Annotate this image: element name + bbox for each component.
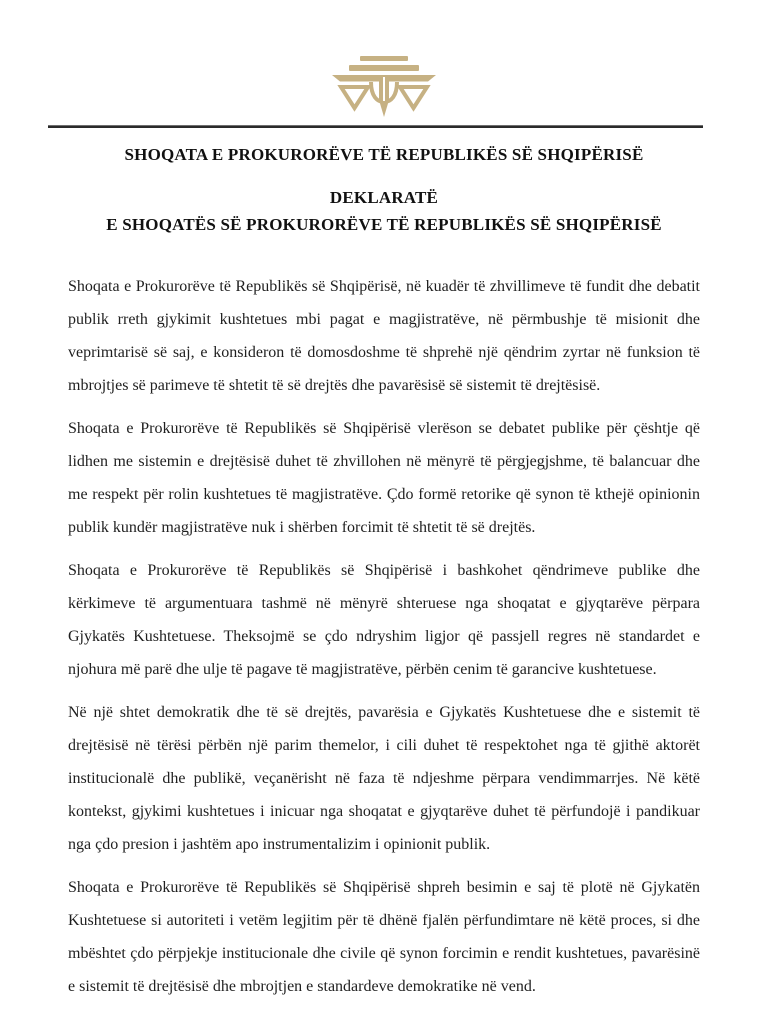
logo-container xyxy=(0,56,768,118)
declaration-body xyxy=(0,270,768,1003)
document-subtitle: E SHOQATËS SË PROKURORËVE TË REPUBLIKËS SË SHQIPËRISË xyxy=(106,215,662,234)
title-block xyxy=(0,143,768,236)
organization-title: SHOQATA E PROKURORËVE TË REPUBLIKËS SË SHQIPËRISË xyxy=(124,145,644,164)
header-divider xyxy=(48,125,703,128)
scales-of-justice-icon xyxy=(332,56,436,118)
document-type-title: DEKLARATË xyxy=(329,188,439,207)
paragraph-2: Shoqata e Prokurorëve të Republikës së Shqipërisë vlerëson se debatet publike për çështje që lidhen me sistemin e drejtësisë duhet të zhvillohen në mënyrë të përgjegjshme, të balancuar dhe me respekt për rolin kushtetues të magjistratëve. Çdo formë retorike që synon të kthejë opinionin publik kundër magjistratëve nuk i shërben forcimit të shtetit të së drejtës. xyxy=(68,420,700,536)
paragraph-5: Shoqata e Prokurorëve të Republikës së Shqipërisë shpreh besimin e saj të plotë në Gjykatën Kushtetuese si autoriteti i vetëm legjitim për të dhënë fjalën përfundimtare në këtë proces, si dhe mbështet çdo përpjekje institucionale dhe civile që synon forcimin e rendit kushtetues, pavarësinë e sistemit të drejtësisë dhe mbrojtjen e standardeve demokratike në vend. xyxy=(68,879,700,995)
paragraph-4: Në një shtet demokratik dhe të së drejtës, pavarësia e Gjykatës Kushtetuese dhe e sistemit të drejtësisë në tërësi përbën një parim themelor, i cili duhet të respektohet nga të gjithë aktorët institucionalë dhe publikë, veçanërisht në faza të ndjeshme përpara vendimmarrjes. Në këtë kontekst, gjykimi kushtetues i inicuar nga shoqatat e gjyqtarëve duhet të përfundojë i pandikuar nga çdo presion i jashtëm apo instrumentalizim i opinionit publik. xyxy=(68,704,700,853)
paragraph-3: Shoqata e Prokurorëve të Republikës së Shqipërisë i bashkohet qëndrimeve publike dhe kërkimeve të argumentuara tashmë në mënyrë shteruese nga shoqatat e gjyqtarëve përpara Gjykatës Kushtetuese. Theksojmë se çdo ndryshim ligjor që passjell regres në standardet e njohura më parë dhe ulje të pagave të magjistratëve, përbën cenim të garancive kushtetuese. xyxy=(68,562,700,678)
paragraph-1: Shoqata e Prokurorëve të Republikës së Shqipërisë, në kuadër të zhvillimeve të fundit dhe debatit publik rreth gjykimit kushtetues mbi pagat e magjistratëve, në përmbushje të misionit dhe veprimtarisë së saj, e konsideron të domosdoshme të shprehë një qëndrim zyrtar në funksion të mbrojtjes së parimeve të shtetit të së drejtës dhe pavarësisë së sistemit të drejtësisë. xyxy=(68,278,700,394)
